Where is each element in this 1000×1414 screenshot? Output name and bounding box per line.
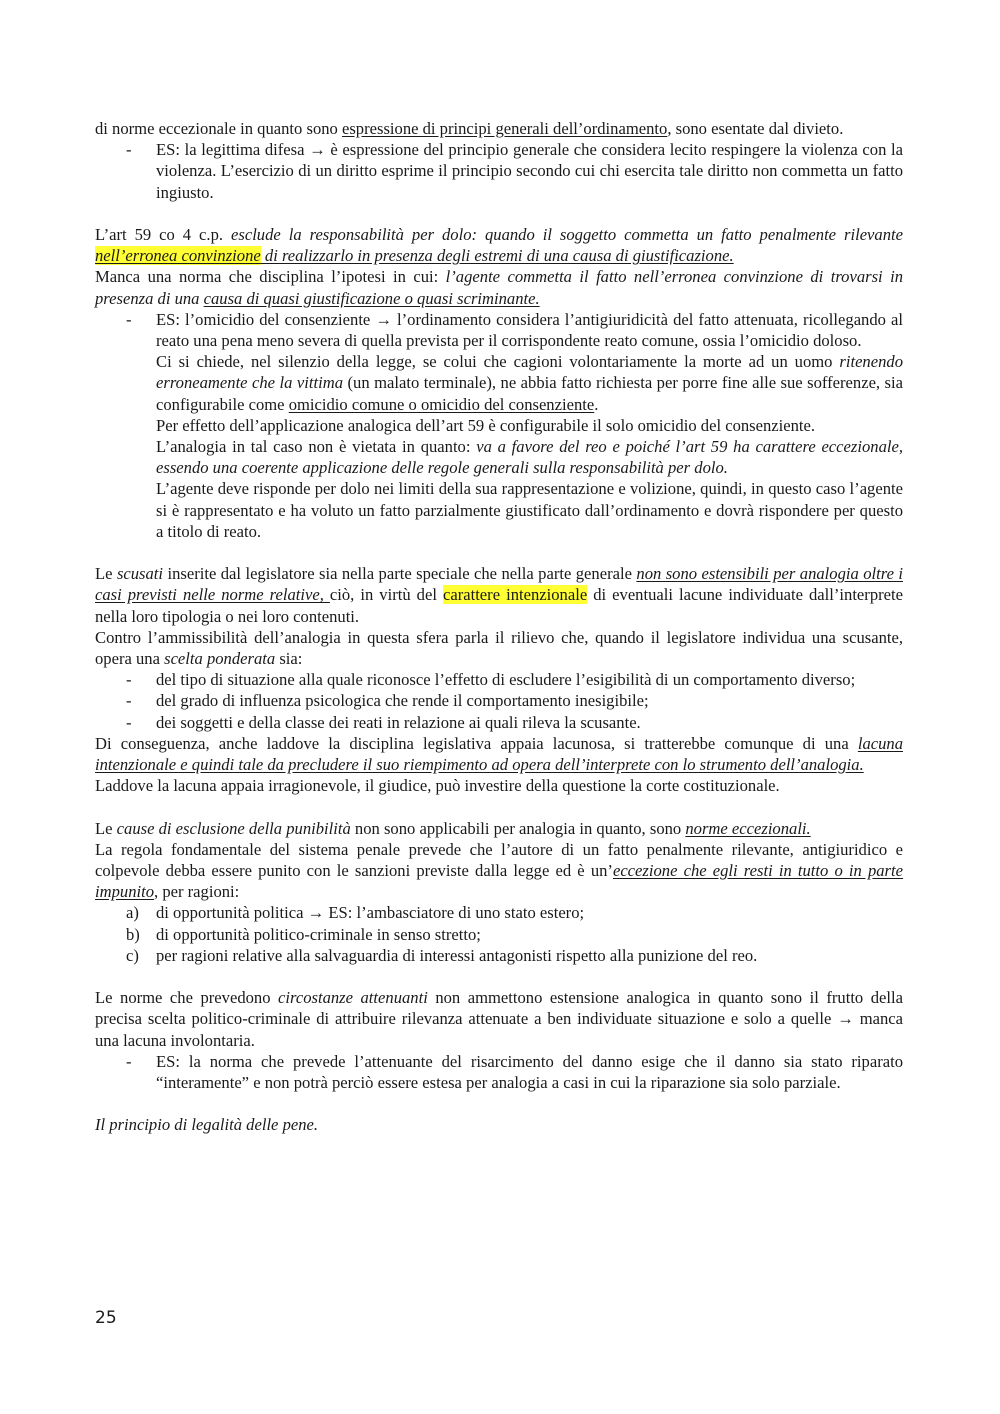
paragraph-4: Le scusati inserite dal legislatore sia nella parte speciale che nella parte generale non sono estensibili per analogia oltre i casi previsti nelle norme relative, ciò, in virtù del carattere intenzionale di eventuali lacune individuate dall’interprete nella loro tipologia o nei loro contenuti. [95, 564, 903, 626]
paragraph-9: La regola fondamentale del sistema penale prevede che l’autore di un fatto penalmente rilevante, antigiuridico e colpevole debba essere punito con le sanzioni previste dalla legge ed è un’eccezione che egli resti in tutto o in parte impunito, per ragioni: [95, 839, 903, 902]
list-item: a) di opportunità politica → ES: l’ambasciatore di uno stato estero; [126, 903, 585, 923]
paragraph-8: Le cause di esclusione della punibilità non sono applicabili per analogia in quanto, sono norme eccezionali. [95, 818, 811, 838]
list-item: - ES: l’omicidio del consenziente → l’ordinamento considera l’antigiuridicità del fatto attenuata, ricollegando al reato una pena meno severa di quella prevista per il corrispondente reato comune, ossia l’omicidio doloso. [126, 309, 903, 351]
list-item-continuation: L’agente deve risponde per dolo nei limiti della sua rappresentazione e volizione, quindi, in questo caso l’agente si è rappresentato e ha voluto un fatto parzialmente giustificato dall’ordinamento e dovrà rispondere per questo a titolo di reato. [156, 479, 903, 541]
list-item-continuation: Per effetto dell’applicazione analogica dell’art 59 è configurabile il solo omicidio del consenziente. [156, 415, 816, 435]
list-item: b) di opportunità politico-criminale in senso stretto; [126, 924, 481, 944]
section-heading: Il principio di legalità delle pene. [95, 1115, 319, 1135]
list-item: - del grado di influenza psicologica che rende il comportamento inesigibile; [126, 691, 649, 711]
list-item: - ES: la norma che prevede l’attenuante del risarcimento del danno esige che il danno sia stato riparato “interamente” e non potrà perciò essere estesa per analogia a casi in cui la riparazione sia solo parziale. [126, 1051, 903, 1093]
list-item: - ES: la legittima difesa → è espressione del principio generale che considera lecito respingere la violenza con la violenza. L’esercizio di un diritto esprime il principio secondo cui chi esercita tale diritto non commetta un fatto ingiusto. [126, 140, 903, 202]
paragraph-6: Di conseguenza, anche laddove la disciplina legislativa appaia lacunosa, si tratterebbe comunque di una lacuna intenzionale e quindi tale da precludere il suo riempimento ad opera dell’interprete con lo strumento dell’analogia. [95, 733, 903, 775]
highlighted-phrase: nell’erronea convinzione [95, 246, 261, 266]
paragraph-1: di norme eccezionale in quanto sono espressione di principi generali dell’ordinamento, sono esentate dal divieto. [95, 119, 844, 138]
paragraph-3: Manca una norma che disciplina l’ipotesi in cui: l’agente commetta il fatto nell’erronea convinzione di trovarsi in presenza di una causa di quasi giustificazione o quasi scriminante. [95, 267, 903, 308]
underlined-phrase: espressione di principi generali dell’ordinamento [341, 119, 668, 138]
list-item-continuation: L’analogia in tal caso non è vietata in quanto: va a favore del reo e poiché l’art 59 ha carattere eccezionale, essendo una coerente applicazione delle regole generali sulla responsabilità per dolo. [156, 437, 903, 478]
paragraph-5: Contro l’ammissibilità dell’analogia in questa sfera parla il rilievo che, quando il legislatore individua una scusante, opera una scelta ponderata sia: [95, 627, 903, 669]
list-item: - dei soggetti e della classe dei reati in relazione ai quali rileva la scusante. [126, 712, 641, 732]
document-body [95, 118, 903, 1136]
paragraph-10: Le norme che prevedono circostanze attenuanti non ammettono estensione analogica in quanto sono il frutto della precisa scelta politico-criminale di attribuire rilevanza attenuate a ben individuate situazione e solo a quelle → manca una lacuna involontaria. [95, 988, 903, 1050]
list-item: - del tipo di situazione alla quale riconosce l’effetto di escludere l’esigibilità di un comportamento diverso; [126, 670, 856, 690]
paragraph-7: Laddove la lacuna appaia irragionevole, il giudice, può investire della questione la corte costituzionale. [95, 776, 780, 796]
highlighted-phrase: carattere intenzionale [442, 585, 588, 605]
list-item-continuation: Ci si chiede, nel silenzio della legge, se colui che cagioni volontariamente la morte ad un uomo ritenendo erroneamente che la vittima (un malato terminale), ne abbia fatto richiesta per porre fine alle sue sofferenze, sia configurabile come omicidio comune o omicidio del consenziente. [156, 352, 903, 414]
paragraph-2: L’art 59 co 4 c.p. esclude la responsabilità per dolo: quando il soggetto commetta un fatto penalmente rilevante nell’erronea convinzione di realizzarlo in presenza degli estremi di una causa di giustificazione. [95, 225, 903, 266]
list-item: c) per ragioni relative alla salvaguardia di interessi antagonisti rispetto alla punizione del reo. [126, 945, 758, 965]
page-number: 25 [95, 1308, 117, 1328]
